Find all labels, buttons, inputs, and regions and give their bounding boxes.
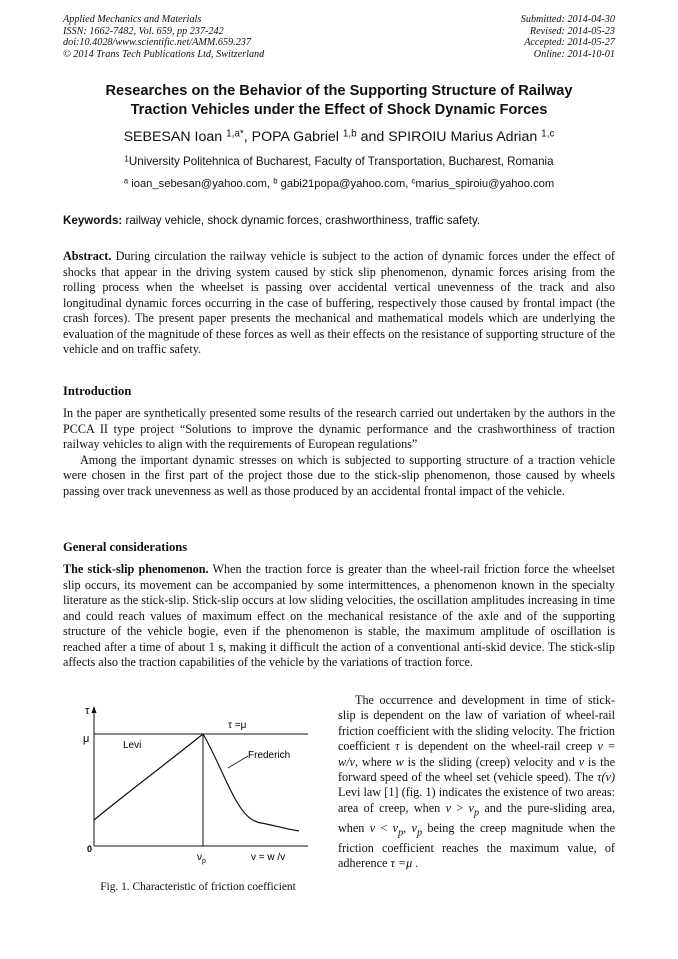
nu-p-symbol: ν bbox=[392, 820, 399, 835]
keywords-text: railway vehicle, shock dynamic forces, crashworthiness, traffic safety. bbox=[122, 214, 481, 227]
figure-caption: Fig. 1. Characteristic of friction coefficient bbox=[100, 881, 296, 893]
email-b-sup: b bbox=[273, 176, 278, 186]
title-line-2: Traction Vehicles under the Effect of Shock Dynamic Forces bbox=[130, 102, 548, 118]
levi-label: Levi bbox=[123, 740, 142, 751]
accepted-date: Accepted: 2014-05-27 bbox=[524, 37, 615, 49]
introduction-body bbox=[63, 406, 615, 499]
journal-name: Applied Mechanics and Materials bbox=[63, 14, 202, 25]
text-run: being the creep magnitude when the friction coefficient reaches the maximum value, of adherence bbox=[338, 820, 616, 870]
stick-slip-text: When the traction force is greater than the wheel-rail friction force the wheelset slip occurs, its movement can be accompanied by some intermittences, a phenomenon known in the specialty literature as the stick-slip. Stick-slip occurs at low sliding velocities, the oscillation amplitudes increasing in time and could reach values of maximum effect on the mechanical resistance of the axle and of the supporting structure of the vehicle bogie, even if the phenomenon is stable, the maximum amplitude of oscillation is reached after a time of about 1 s, making it difficult the action of a conventional anti-skid device. The stick-slip affects also the traction capabilities of the vehicle by the variations of traction force. bbox=[63, 562, 615, 669]
frederich-leader bbox=[228, 756, 248, 768]
v-symbol: v bbox=[578, 754, 585, 769]
submitted-date: Submitted: 2014-04-30 bbox=[520, 14, 615, 25]
text-run: The occurrence and development in time of stick-slip is dependent on the law of variation of wheel-rail friction coefficient with the sliding velocity. The friction coefficient bbox=[338, 693, 615, 754]
abstract-label: Abstract. bbox=[63, 249, 112, 263]
text-run: , where bbox=[354, 754, 396, 769]
nu-symbol: ν bbox=[597, 739, 603, 754]
stick-slip-paragraph bbox=[63, 562, 615, 671]
journal-issn: ISSN: 1662-7482, Vol. 659, pp 237-242 bbox=[63, 25, 224, 37]
text-run: . bbox=[412, 855, 419, 870]
nu-p-label-sub: p bbox=[202, 858, 206, 865]
y-axis-label: τ bbox=[85, 705, 90, 717]
revised-date: Revised: 2014-05-23 bbox=[529, 25, 615, 37]
introduction-paragraph-1: In the paper are synthetically presented some results of the research carried out undertaken by the authors in the PCCA II type project “Solutions to improve the dynamic performance and the crashworthiness of traction railway vehicles to align with the requirements of European regulations” bbox=[63, 406, 615, 451]
email-a: ioan_sebesan@yahoo.com, bbox=[128, 178, 274, 190]
email-c-sup: c bbox=[411, 176, 416, 186]
abstract bbox=[63, 249, 615, 358]
keywords bbox=[63, 213, 615, 228]
text-run: is the sliding (creep) velocity and bbox=[403, 754, 579, 769]
nu-p-label bbox=[197, 852, 206, 865]
text-run: , bbox=[403, 820, 412, 835]
nu-symbol: ν bbox=[369, 820, 376, 835]
keywords-label: Keywords: bbox=[63, 214, 123, 227]
general-heading: General considerations bbox=[63, 540, 188, 554]
introduction-paragraph-2: Among the important dynamic stresses on which is subjected to supporting structure of a traction vehicle were chosen in the first part of the project those due to the stick-slip phenomenon, those caused by wheels passing over track unevenness as well as those produced by an accidental frontal impact of the vehicle. bbox=[63, 452, 615, 498]
text-run: < bbox=[375, 820, 393, 835]
frederich-curve bbox=[203, 734, 299, 831]
author-2-sup: 1,b bbox=[342, 128, 357, 140]
levi-curve bbox=[94, 734, 203, 820]
frederich-label: Frederich bbox=[248, 750, 291, 761]
p-subscript: p bbox=[473, 807, 480, 819]
nu-p-symbol: ν bbox=[411, 820, 417, 835]
affiliation bbox=[63, 155, 615, 169]
tau-mu-symbol: τ =μ bbox=[390, 855, 413, 870]
email-c: marius_spiroiu@yahoo.com bbox=[415, 178, 555, 190]
nu-symbol: ν bbox=[445, 800, 451, 815]
w-symbol: w bbox=[395, 754, 404, 769]
abstract-text: During circulation the railway vehicle is subject to the action of dynamic forces under the effect of shocks that appear in the driving system caused by stick slip phenomenon, dynamic forces arising from the rolling process when the wheelset is passing over accidental vertical unevenness of the track and also longitudinal dynamic forces occurring in the case of buffering, respectively those caused by frontal impact (the crash forces). The present paper presents the mechanical and mathematical models which are underlying the evaluation of the magnitude of these forces as well as their effects on the resistance of supporting structure of the vehicle and on traffic safety. bbox=[63, 249, 615, 356]
right-column-text bbox=[338, 693, 615, 871]
tau-symbol: τ bbox=[395, 739, 400, 754]
origin-label: 0 bbox=[87, 844, 93, 854]
text-run: Levi law [1] (fig. 1) indicates the existence of two areas: area of creep, when bbox=[338, 785, 615, 815]
text-run: and the pure-sliding area, when bbox=[338, 800, 616, 835]
author-1-sup: 1,a* bbox=[226, 128, 244, 140]
y-axis-arrow bbox=[92, 706, 97, 713]
text-run: > bbox=[450, 800, 469, 815]
tau-nu-symbol: τ(ν) bbox=[597, 770, 615, 785]
author-1: SEBESAN Ioan bbox=[123, 129, 227, 145]
paper-title bbox=[63, 82, 615, 120]
introduction-heading: Introduction bbox=[63, 384, 132, 398]
friction-diagram bbox=[63, 696, 333, 876]
journal-header bbox=[63, 14, 264, 60]
journal-copyright: © 2014 Trans Tech Publications Ltd, Switzerland bbox=[63, 48, 265, 60]
email-list bbox=[63, 177, 615, 191]
affiliation-text: University Politehnica of Bucharest, Faculty of Transportation, Bucharest, Romania bbox=[128, 155, 554, 168]
title-line-1: Researches on the Behavior of the Supporting Structure of Railway bbox=[105, 83, 573, 99]
journal-doi: doi:10.4028/www.scientific.net/AMM.659.237 bbox=[63, 37, 251, 49]
tau-eq-mu-label: τ =μ bbox=[228, 720, 247, 731]
p-subscript: p bbox=[416, 827, 423, 839]
author-3: and SPIROIU Marius Adrian bbox=[356, 129, 542, 145]
stick-slip-lead: The stick-slip phenomenon. bbox=[63, 562, 209, 576]
author-list bbox=[63, 128, 615, 146]
email-a-sup: a bbox=[123, 176, 129, 186]
dates-header bbox=[521, 14, 615, 60]
online-date: Online: 2014-10-01 bbox=[533, 48, 615, 60]
nu-p-symbol: ν bbox=[468, 800, 474, 815]
author-2: , POPA Gabriel bbox=[243, 129, 343, 145]
affiliation-sup: 1 bbox=[124, 154, 129, 164]
creep-formula: w/v bbox=[338, 754, 355, 769]
email-b: gabi21popa@yahoo.com, bbox=[277, 178, 412, 190]
text-run: is dependent on the wheel-rail creep bbox=[399, 739, 598, 754]
mu-label: μ bbox=[83, 733, 90, 745]
text-run: is the forward speed of the wheel set (vehicle speed). The bbox=[338, 754, 615, 785]
friction-figure bbox=[63, 696, 333, 896]
author-3-sup: 1,c bbox=[541, 128, 555, 140]
x-axis-label: ν = w /v bbox=[251, 852, 286, 863]
p-subscript: p bbox=[398, 827, 404, 839]
nu-p-label-main: ν bbox=[197, 852, 202, 863]
text-run: = bbox=[602, 739, 615, 754]
